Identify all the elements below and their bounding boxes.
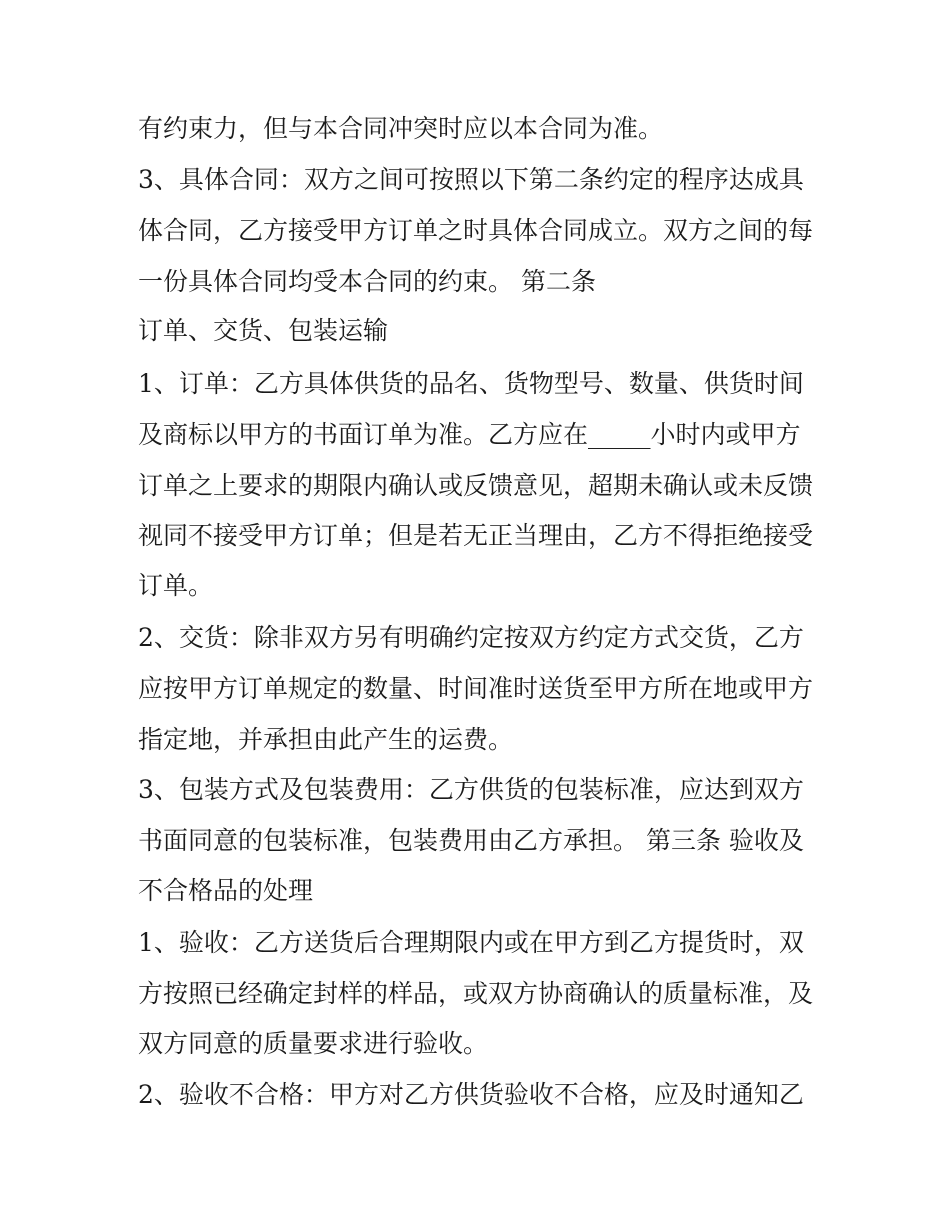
text-line-15: 书面同意的包装标准，包装费用由乙方承担。 第三条 验收及 [138, 826, 804, 855]
text-line-6: 1、订单：乙方具体供货的品名、货物型号、数量、供货时间 [138, 369, 804, 398]
text-line-4: 一份具体合同均受本合同的约束。 第二条 [138, 267, 596, 296]
text-line-13: 指定地，并承担由此产生的运费。 [138, 725, 514, 754]
text-line-19: 双方同意的质量要求进行验收。 [138, 1029, 489, 1058]
text-line-12: 应按甲方订单规定的数量、时间准时送货至甲方所在地或甲方 [138, 674, 814, 703]
text-line-18: 方按照已经确定封样的样品，或双方协商确认的质量标准，及 [138, 979, 814, 1008]
text-line-1: 有约束力，但与本合同冲突时应以本合同为准。 [138, 114, 664, 143]
text-line-2: 3、具体合同：双方之间可按照以下第二条约定的程序达成具 [138, 165, 804, 194]
text-line-5: 订单、交货、包装运输 [138, 316, 389, 345]
text-line-16: 不合格品的处理 [138, 876, 314, 905]
text-line-7: 及商标以甲方的书面订单为准。乙方应在_____小时内或甲方 [138, 420, 801, 449]
text-line-8: 订单之上要求的期限内确认或反馈意见，超期未确认或未反馈 [138, 471, 814, 500]
text-line-20: 2、验收不合格：甲方对乙方供货验收不合格，应及时通知乙 [138, 1080, 804, 1109]
text-line-3: 体合同，乙方接受甲方订单之时具体合同成立。双方之间的每 [138, 216, 814, 245]
text-line-11: 2、交货：除非双方另有明确约定按双方约定方式交货，乙方 [138, 623, 804, 652]
text-line-9: 视同不接受甲方订单；但是若无正当理由，乙方不得拒绝接受 [138, 521, 814, 550]
text-line-10: 订单。 [138, 571, 214, 600]
text-line-14: 3、包装方式及包装费用：乙方供货的包装标准，应达到双方 [138, 775, 804, 804]
text-line-17: 1、验收：乙方送货后合理期限内或在甲方到乙方提货时，双 [138, 928, 804, 957]
